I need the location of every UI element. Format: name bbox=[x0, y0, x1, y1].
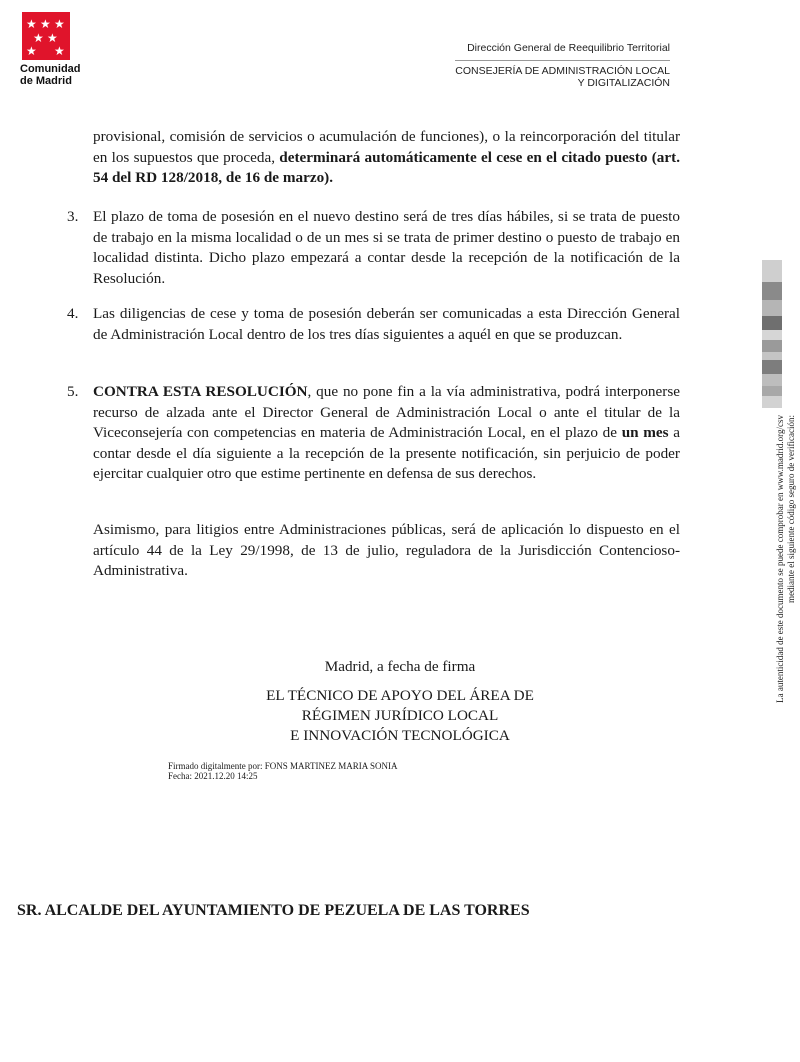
place-date: Madrid, a fecha de firma bbox=[324, 658, 476, 675]
letterhead bbox=[455, 42, 670, 89]
signer-role: EL TÉCNICO DE APOYO DEL ÁREA DE RÉGIMEN JURÍDICO LOCAL E INNOVACIÓN TECNOLÓGICA bbox=[266, 687, 534, 744]
comunidad-madrid-logo bbox=[20, 12, 80, 87]
asimismo-paragraph: Asimismo, para litigios entre Administraciones públicas, será de aplicación lo dispuesto en el artículo 44 de la Ley 29/1998, de 13 de julio, reguladora de la Jurisdicción Contencioso- Administrativa. bbox=[93, 521, 680, 579]
list-item: 3. El plazo de toma de posesión en el nuevo destino será de tres días hábiles, si se trata de puesto de trabajo en la misma localidad o de un mes si se trata de primer destino o puesto de trabajo en localidad distinta. Dicho plazo empezará a contar desde la recepción de la notificación de la Resolución. bbox=[67, 208, 680, 287]
list-item: 5. CONTRA ESTA RESOLUCIÓN, que no pone fin a la vía administrativa, podrá interponerse recurso de alzada ante el Director General de Administración Local o ante el titular de la Viceconsejería con competencias en materia de Administración Local, en el plazo de un mes a contar desde el día siguiente a la recepción de la presente notificación, sin perjuicio de poder ejercitar cualquier otro que estime pertinente en defensa de sus derechos. bbox=[67, 383, 680, 482]
digital-signature: Firmado digitalmente por: FONS MARTINEZ MARIA SONIA Fecha: 2021.12.20 14:25 bbox=[168, 761, 398, 781]
direccion-general: Dirección General de Reequilibrio Territorial bbox=[467, 42, 670, 54]
verification-code-bar bbox=[762, 260, 782, 408]
seven-stars-icon: ★ ★ ★ ★ ★ ★ ★ bbox=[22, 12, 70, 60]
logo-label: Comunidad de Madrid bbox=[20, 63, 81, 87]
intro-paragraph: provisional, comisión de servicios o acumulación de funciones), o la reincorporación del titular en los supuestos que proceda, determinará automáticamente el cese en el citado puesto (art. 54 del RD 128/2018, de 16 de marzo). bbox=[93, 128, 680, 186]
verification-text: La autenticidad de este documento se puede comprobar en www.madrid.org/csv mediante el siguiente código seguro de verificación: bbox=[775, 415, 796, 703]
list-item: 4. Las diligencias de cese y toma de posesión deberán ser comunicadas a esta Dirección General de Administración Local dentro de los tres días siguientes a aquél en que se produzcan. bbox=[67, 305, 680, 343]
addressee: SR. ALCALDE DEL AYUNTAMIENTO DE PEZUELA DE LAS TORRES bbox=[17, 902, 530, 919]
consejeria: CONSEJERÍA DE ADMINISTRACIÓN LOCAL Y DIGITALIZACIÓN bbox=[455, 60, 670, 89]
